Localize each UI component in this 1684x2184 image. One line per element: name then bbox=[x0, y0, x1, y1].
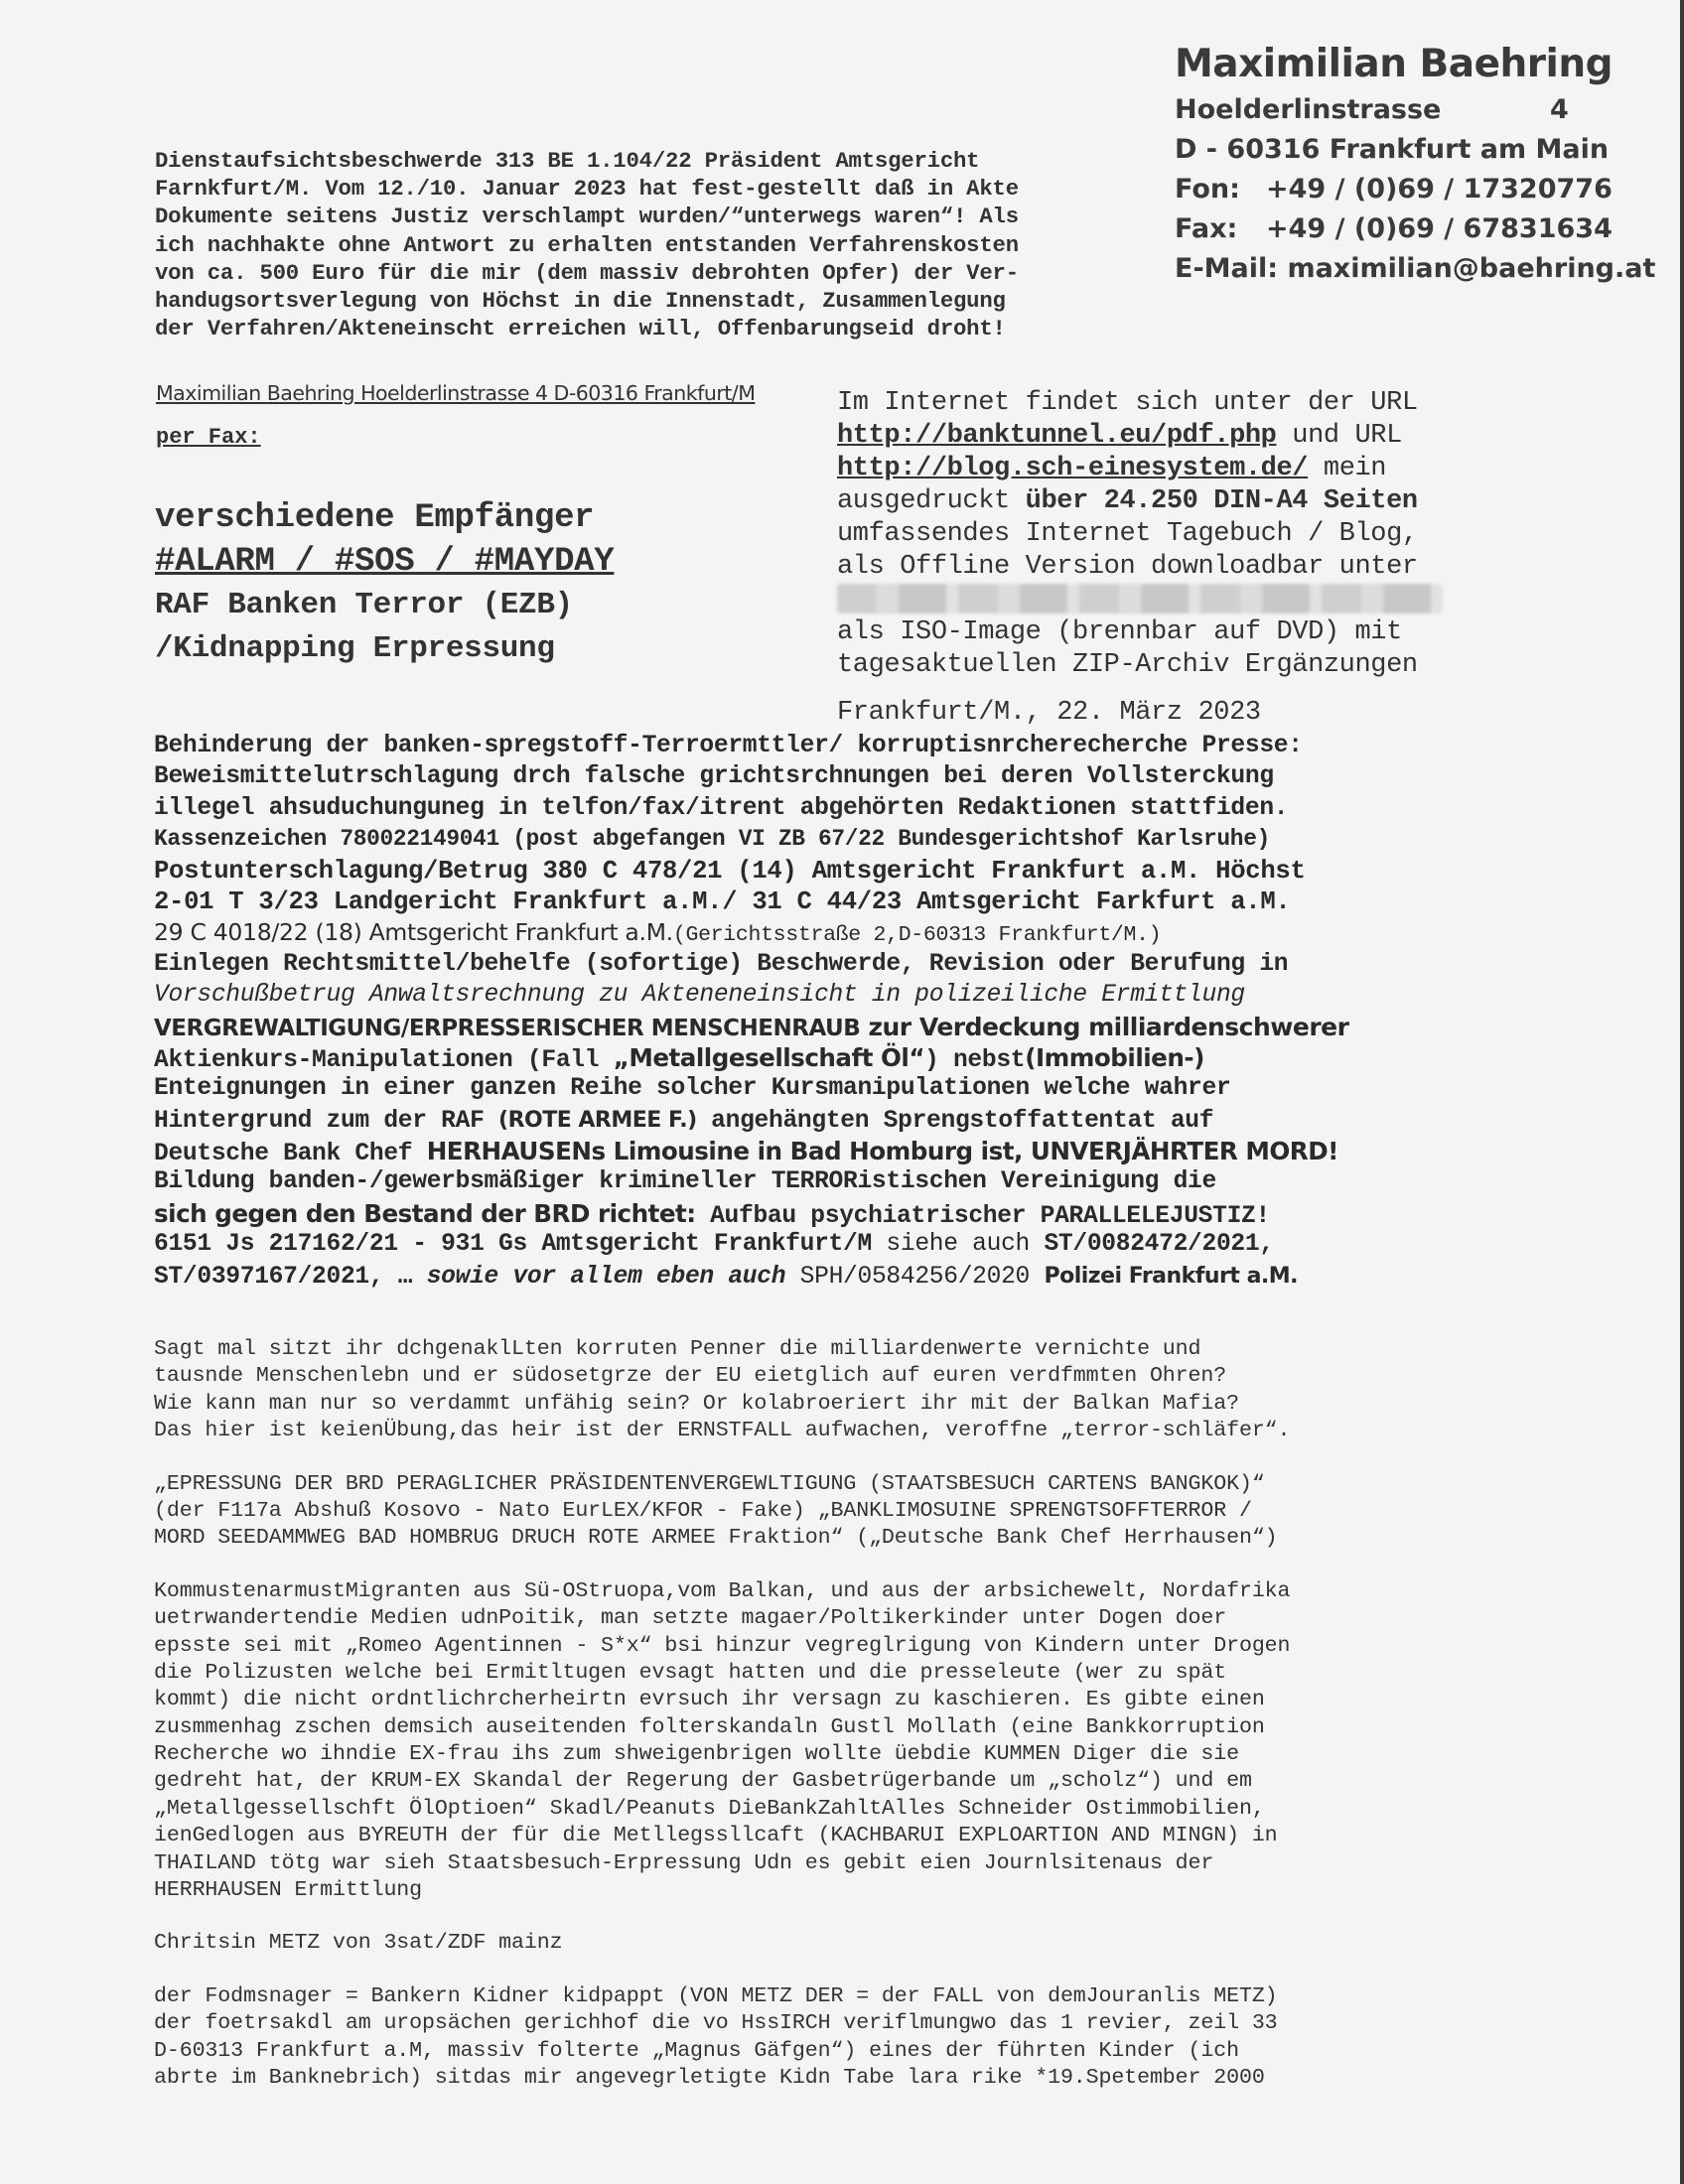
paragraph-line: zusmmenhag zschen demsich auseitenden folterskandaln Gustl Mollath (eine Bankkorruption bbox=[154, 1714, 1265, 1739]
body-text: sowie vor allem eben auch bbox=[426, 1263, 786, 1291]
fax-number: +49 / (0)69 / 67831634 bbox=[1266, 213, 1613, 244]
body-text: 6151 Js 217162/21 - 931 Gs Amtsgericht Frankfurt/M bbox=[154, 1231, 872, 1259]
body-text: angehängten Sprengstoffattentat auf bbox=[696, 1107, 1214, 1135]
pages-count: über 24.250 DIN-A4 Seiten bbox=[1025, 486, 1418, 516]
body-text: siehe auch bbox=[871, 1231, 1045, 1259]
paragraph bbox=[154, 1930, 1643, 1957]
body-text: Aktienkurs-Manipulationen (Fall bbox=[154, 1046, 614, 1074]
paragraph-line: abrte im Banknebrich) sitdas mir angevegrletigte Kidn Tabe lara rike *19.Spetember 2000 bbox=[154, 2065, 1265, 2090]
letterhead-email: E-Mail: maximilian@baehring.at bbox=[1175, 253, 1656, 284]
complaint-header bbox=[155, 147, 1143, 342]
paragraph-line: Wie kann man nur so verdammt unfähig sein? Or kolabroeriert ihr mit der Balkan Mafia? bbox=[154, 1391, 1239, 1416]
banktunnel-link[interactable]: http://banktunnel.eu/pdf.php bbox=[837, 421, 1277, 451]
letter-date: Frankfurt/M., 22. März 2023 bbox=[837, 698, 1261, 728]
ausgedruckt-text: ausgedruckt bbox=[837, 486, 1026, 516]
body-text: HERHAUSENs Limousine in Bad Homburg ist, UNVERJÄHRTER MORD! bbox=[426, 1137, 1338, 1166]
court-address: (Gerichtsstraße 2,D-60313 Frankfurt/M.) bbox=[672, 923, 1162, 948]
body-line bbox=[154, 1042, 1643, 1073]
paragraph-line: THAILAND tötg war sieh Staatsbesuch-Erpressung Udn es gebit eien Journlsitenaus der bbox=[154, 1850, 1214, 1875]
complaint-line: Dienstaufsichtsbeschwerde 313 BE 1.104/22 Präsident Amtsgericht bbox=[155, 148, 980, 174]
paragraph-line: der Fodmsnager = Bankern Kidner kidpappt (VON METZ DER = der FALL von demJouranlis METZ) bbox=[154, 1983, 1278, 2008]
body-line: Bildung banden-/gewerbsmäßiger krimineller TERRORistischen Vereinigung die bbox=[154, 1168, 1216, 1196]
paragraph-line: gedreht hat, der KRUM-EX Skandal der Regerung der Gasbetrügerbande um „scholz“) und em bbox=[154, 1769, 1252, 1794]
paragraph-line: uetrwandertendie Medien udnPoitik, man setzte magaer/Poltikerkinder unter Dogen doer bbox=[154, 1606, 1227, 1631]
body-line bbox=[154, 1136, 1643, 1166]
body-text: Polizei Frankfurt a.M. bbox=[1044, 1263, 1299, 1289]
main-body bbox=[154, 731, 1643, 1292]
fon-number: +49 / (0)69 / 17320776 bbox=[1266, 174, 1613, 205]
internet-line: als Offline Version downloadbar unter bbox=[837, 552, 1418, 582]
internet-line: umfassendes Internet Tagebuch / Blog, bbox=[837, 519, 1418, 549]
internet-line: als ISO-Image (brennbar auf DVD) mit bbox=[837, 617, 1402, 647]
page-edge bbox=[1680, 0, 1684, 2184]
paragraph-line: ienGedlogen aus BYREUTH der für die Metllegssllcaft (KACHBARUI EXPLOARTION AND MINGN) in bbox=[154, 1824, 1278, 1848]
body-line bbox=[154, 1229, 1643, 1260]
body-line: 2-01 T 3/23 Landgericht Frankfurt a.M./ 31 C 44/23 Amtsgericht Farkfurt a.M. bbox=[154, 887, 1291, 916]
paragraph-line: „EPRESSUNG DER BRD PERAGLICHER PRÄSIDENTENVERGEWLTIGUNG (STAATSBESUCH CARTENS BANGKOK)“ bbox=[154, 1471, 1265, 1496]
paragraph-line: KommustenarmustMigranten aus Sü-OStruopa,vom Balkan, und aus der arbsichewelt, Nordafrika bbox=[154, 1578, 1291, 1603]
internet-line bbox=[837, 420, 1443, 453]
body-line: illegel ahsuduchunguneg in telfon/fax/itrent abgehörten Redaktionen stattfiden. bbox=[154, 794, 1289, 822]
complaint-line: von ca. 500 Euro für die mir (dem massiv debrohten Opfer) der Ver- bbox=[155, 259, 1019, 286]
recipients-line: verschiedene Empfänger bbox=[155, 499, 595, 537]
paragraph-line: kommt) die nicht ordntlichrcherheirtn evrsuch ihr versagn zu kaschieren. Es gibte einen bbox=[154, 1688, 1265, 1712]
letterhead-fon bbox=[1175, 170, 1671, 209]
paragraph bbox=[154, 1578, 1643, 1905]
internet-line bbox=[837, 453, 1443, 485]
case-number-text: 29 C 4018/22 (18) Amtsgericht Frankfurt a.M. bbox=[154, 918, 673, 947]
body-line: Enteignungen in einer ganzen Reihe solcher Kursmanipulationen welche wahrer bbox=[154, 1075, 1231, 1103]
internet-line bbox=[837, 584, 1443, 616]
complaint-line: der Verfahren/Akteneinscht erreichen will, Offenbarungseid droht! bbox=[155, 316, 1006, 342]
body-line bbox=[154, 1105, 1643, 1136]
body-line bbox=[154, 1012, 1643, 1042]
recipients-line: RAF Banken Terror (EZB) bbox=[155, 588, 573, 622]
internet-line: tagesaktuellen ZIP-Archiv Ergänzungen bbox=[837, 650, 1418, 680]
and-url-text: und URL bbox=[1276, 421, 1402, 451]
secondary-body bbox=[154, 1336, 1643, 2117]
body-line: Kassenzeichen 780022149041 (post abgefangen VI ZB 67/22 Bundesgerichtshof Karlsruhe) bbox=[154, 826, 1270, 853]
body-text: ST/0082472/2021, bbox=[1044, 1231, 1274, 1259]
fon-label: Fon: bbox=[1175, 174, 1240, 205]
body-text: sich gegen den Bestand der BRD richtet: bbox=[154, 1198, 696, 1228]
complaint-line: handugsortsverlegung von Höchst in die Innenstadt, Zusammenlegung bbox=[155, 288, 1006, 315]
body-line bbox=[154, 1198, 1643, 1229]
street-name: Hoelderlinstrasse bbox=[1175, 94, 1442, 125]
recipients-block bbox=[155, 496, 614, 671]
mein-text: mein bbox=[1308, 454, 1387, 483]
body-line: Behinderung der banken-spregstoff-Terroermttler/ korruptisnrcherecherche Presse: bbox=[154, 733, 1303, 759]
body-text: (ROTE ARMEE F.) bbox=[498, 1107, 697, 1133]
letterhead-name: Maximilian Baehring bbox=[1175, 42, 1614, 86]
paragraph-line: Chritsin METZ von 3sat/ZDF mainz bbox=[154, 1931, 563, 1956]
paragraph bbox=[154, 1983, 1643, 2093]
internet-line bbox=[837, 485, 1443, 518]
complaint-line: Dokumente seitens Justiz verschlampt wurden/“unterwegs waren“! Als bbox=[155, 204, 1019, 230]
paragraph-line: „Metallgessellschft ÖlOptioen“ Skadl/Peanuts DieBankZahltAlles Schneider Ostimmobilien, bbox=[154, 1796, 1265, 1821]
letterhead-city: D - 60316 Frankfurt am Main bbox=[1175, 134, 1610, 165]
paragraph-line: MORD SEEDAMMWEG BAD HOMBRUG DRUCH ROTE ARMEE Fraktion“ („Deutsche Bank Chef Herrhausen“) bbox=[154, 1526, 1278, 1551]
blog-link[interactable]: http://blog.sch-einesystem.de/ bbox=[837, 454, 1309, 483]
fax-label: Fax: bbox=[1175, 213, 1238, 244]
body-text: zur Verdeckung milliardenschwerer bbox=[860, 1012, 1349, 1041]
body-line: Postunterschlagung/Betrug 380 C 478/21 (14) Amtsgericht Frankfurt a.M. Höchst bbox=[154, 856, 1306, 886]
body-text: Deutsche Bank Chef bbox=[154, 1141, 427, 1168]
caps-text: VERGREWALTIGUNG/ERPRESSERISCHER MENSCHENRAUB bbox=[154, 1015, 861, 1041]
paragraph-line: der foetrsakdl am uropsächen gerichhof die vo HssIRCH veriflmungwo das 1 revier, zeil 33 bbox=[154, 2011, 1278, 2036]
internet-line: Im Internet findet sich unter der URL bbox=[837, 388, 1418, 418]
body-text: Hintergrund zum der RAF bbox=[154, 1107, 499, 1135]
body-line: Beweismittelutrschlagung drch falsche grichtsrchnungen bei deren Vollsterckung bbox=[154, 763, 1274, 791]
per-fax-label: per Fax: bbox=[156, 425, 261, 450]
body-text: ST/0397167/2021, … bbox=[154, 1263, 427, 1291]
paragraph-line: HERRHAUSEN Ermittlung bbox=[154, 1878, 423, 1903]
paragraph-line: die Polizusten welche bei Ermitltugen evsagt hatten und die presseleute (wer zu spät bbox=[154, 1660, 1227, 1685]
body-line: Einlegen Rechtsmittel/behelfe (sofortige) Beschwerde, Revision oder Berufung in bbox=[154, 950, 1289, 978]
letterhead bbox=[1175, 42, 1671, 289]
paragraph-line: tausnde Menschenlebn und er südosetgrze der EU eietglich auf euren verdfmmten Ohren? bbox=[154, 1364, 1227, 1389]
paragraph-line: epsste sei mit „Romeo Agentinnen - S*x“ bsi hinzur vegreglrigung von Kindern unter Drogen bbox=[154, 1633, 1291, 1658]
sender-line: Maximilian Baehring Hoelderlinstrasse 4 D-60316 Frankfurt/M bbox=[156, 381, 756, 405]
body-text: ) nebst bbox=[924, 1046, 1026, 1074]
internet-notice bbox=[837, 387, 1443, 682]
complaint-line: Farnkfurt/M. Vom 12./10. Januar 2023 hat fest-gestellt daß in Akte bbox=[155, 176, 1019, 203]
paragraph-line: Sagt mal sitzt ihr dchgenaklLten korruten Penner die milliardenwerte vernichte und bbox=[154, 1337, 1201, 1361]
alarm-hashtags: #ALARM / #SOS / #MAYDAY bbox=[155, 543, 615, 581]
body-line: Vorschußbetrug Anwaltsrechnung zu Akteneneinsicht in polizeiliche Ermittlung bbox=[154, 982, 1245, 1010]
recipients-line: /Kidnapping Erpressung bbox=[155, 631, 555, 666]
paragraph-line: Recherche wo ihndie EX-frau ihs zum shweigenbrigen wollte üebdie KUMMEN Diger die sie bbox=[154, 1742, 1239, 1767]
body-text: „Metallgesellschaft Öl“ bbox=[613, 1042, 925, 1072]
paragraph-line: D-60313 Frankfurt a.M, massiv folterte „Magnus Gäfgen“) eines der führten Kinder (ich bbox=[154, 2038, 1239, 2063]
house-number: 4 bbox=[1550, 94, 1569, 125]
paragraph-line: Das hier ist keienÜbung,das heir ist der ERNSTFALL aufwachen, veroffne „terror-schläfer“. bbox=[154, 1419, 1291, 1443]
paragraph bbox=[154, 1336, 1643, 1445]
paragraph bbox=[154, 1471, 1643, 1553]
paragraph-line: (der F117a Abshuß Kosovo - Nato EurLEX/KFOR - Fake) „BANKLIMOSUINE SPRENGTSOFFTERROR / bbox=[154, 1498, 1252, 1523]
body-line bbox=[154, 917, 1643, 948]
body-line bbox=[154, 1261, 1643, 1292]
letterhead-street bbox=[1175, 90, 1671, 130]
body-text: SPH/0584256/2020 bbox=[785, 1263, 1045, 1291]
letterhead-fax bbox=[1175, 209, 1671, 249]
complaint-line: ich nachhakte ohne Antwort zu erhalten entstanden Verfahrenskosten bbox=[155, 231, 1019, 258]
body-text: Aufbau psychiatrischer PARALLELEJUSTIZ! bbox=[695, 1202, 1270, 1230]
redacted-url bbox=[837, 584, 1443, 614]
body-text: (Immobilien-) bbox=[1025, 1042, 1204, 1072]
